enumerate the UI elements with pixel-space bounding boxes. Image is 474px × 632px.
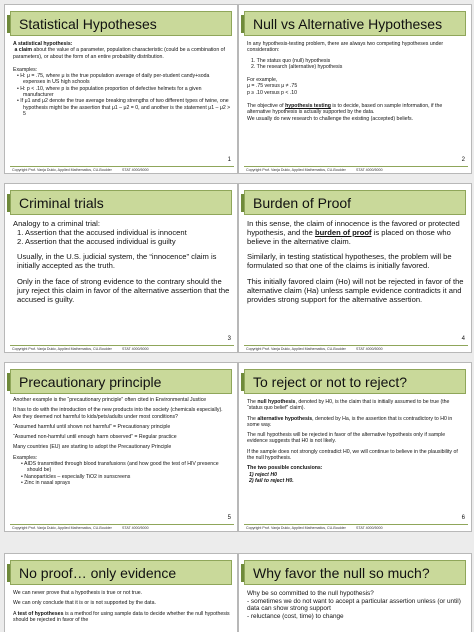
paragraph: Another example is the “precautionary principle” often cited in Environmental Justice xyxy=(13,397,207,403)
list-item: • H: p < .10, where p is the population proportion of defective helmets for a given manufacturer xyxy=(17,85,202,99)
example-line: μ = .75 versus μ ≠ .75 xyxy=(247,83,298,90)
slide-footer: Copyright Prof. Vanja Dukic, Applied Mathematics, CU-Boulder STAT 4000/5000 xyxy=(244,524,468,525)
example-line: p ≥ .10 versus p < .10 xyxy=(247,89,297,96)
slide-footer: Copyright Prof. Vanja Dukic, Applied Mathematics, CU-Boulder STAT 4000/5000 xyxy=(244,345,468,346)
list-item: • AIDS transmitted through blood transfusions (and how good the test of HIV presence should be) xyxy=(21,461,219,474)
slide-body xyxy=(247,220,465,304)
slide-title: Precautionary principle xyxy=(19,374,162,390)
slide-statistical-hypotheses xyxy=(4,4,238,174)
slide-body xyxy=(13,220,231,304)
paragraph: “Assumed non-harmful until enough harm observed” = Regular practice xyxy=(13,434,177,441)
page-number: 2 xyxy=(461,157,465,163)
example-label: For example, xyxy=(247,77,278,84)
paragraph: It has to do with the introduction of the new products into the society (chemicals especially). Are they deemed not harmful to kids/pets/adults under most conditions? xyxy=(13,407,223,420)
paragraph: We can never prove that a hypothesis is true or not true. xyxy=(13,590,143,596)
paragraph: If the sample does not strongly contradict H0, we will continue to believe in the plausibility of the null hypothesis. xyxy=(247,448,458,462)
slide-title: Why favor the null so much? xyxy=(253,565,430,581)
page-number: 3 xyxy=(227,336,231,342)
slide-body xyxy=(13,590,231,623)
slide-footer: Copyright Prof. Vanja Dukic, Applied Mathematics, CU-Boulder STAT 4000/5000 xyxy=(10,166,234,167)
slide-body xyxy=(13,397,231,486)
slide-footer: Copyright Prof. Vanja Dukic, Applied Mathematics, CU-Boulder STAT 4000/5000 xyxy=(244,166,468,167)
examples-label: Examples: xyxy=(13,454,38,461)
slide-title: Null vs Alternative Hypotheses xyxy=(253,16,443,32)
list-item: • Zinc in nasal sprays xyxy=(21,479,71,486)
list-item: 1. Assertion that the accused individual is innocent xyxy=(17,227,187,237)
page-number: 1 xyxy=(227,157,231,163)
list-item: - reluctance (cost, time) to change xyxy=(247,612,344,620)
paragraph: Why be so committed to the null hypothesis? xyxy=(247,590,374,597)
objective: The objective of hypothesis testing is to decide, based on sample information, if the alternative hypothesis is actually supported by the data. xyxy=(247,103,443,116)
slide-null-vs-alternative xyxy=(238,4,472,174)
paragraph: Similarly, in testing statistical hypotheses, the problem will be formulated so that one of the claims is initially favored. xyxy=(247,252,452,271)
paragraph: Only in the face of strong evidence to the contrary should the jury reject this claim in favor of the alternative assertion that the accused is guilty. xyxy=(17,276,230,304)
list-item: 2. Assertion that the accused individual is guilty xyxy=(17,236,176,246)
slide-body xyxy=(247,41,465,122)
paragraph: Many countries (EU) are starting to adopt the Precautionary Principle xyxy=(13,444,172,451)
page-number: 4 xyxy=(461,336,465,342)
slide-criminal-trials xyxy=(4,183,238,353)
conclusion-item: 2) fail to reject H0. xyxy=(249,477,294,484)
paragraph: “Assumed harmful until shown not harmful” = Precautionary principle xyxy=(13,423,171,430)
slide-title-bar xyxy=(10,369,232,394)
slide-precautionary-principle xyxy=(4,362,238,532)
paragraph: The alternative hypothesis, denoted by Ha, is the assertion that is contradictory to H0 in some way. xyxy=(247,415,453,428)
conclusion-item: 1) reject H0 xyxy=(249,471,277,478)
paragraph: A test of hypotheses is a method for using sample data to decide whether the null hypothesis should be rejected in favor of the xyxy=(13,610,230,623)
slide-no-proof xyxy=(4,553,238,632)
slide-footer: Copyright Prof. Vanja Dukic, Applied Mathematics, CU-Boulder STAT 4000/5000 xyxy=(10,345,234,346)
paragraph: The null hypothesis, denoted by H0, is the claim that is initially assumed to be true (the “status quo belief” claim). xyxy=(247,399,450,412)
paragraph: We can only conclude that it is or is not supported by the data. xyxy=(13,600,156,607)
slide-title-bar xyxy=(10,560,232,585)
list-item: - sometimes we do not want to accept a particular assertion unless (or until) data can show strong support xyxy=(247,597,461,613)
heading: A statistical hypothesis: xyxy=(13,41,73,47)
slide-burden-of-proof xyxy=(238,183,472,353)
definition: a claim about the value of a parameter, population characteristic (could be a combination of parameters), or about the form of an entire probability distribution. xyxy=(13,47,225,60)
slide-title-bar xyxy=(10,190,232,215)
list-item: 2. The research (alternative) hypothesis xyxy=(251,63,343,70)
slide-why-favor-null xyxy=(238,553,472,632)
intro: Analogy to a criminal trial: xyxy=(13,219,100,228)
slide-title: To reject or not to reject? xyxy=(253,374,408,390)
slide-body xyxy=(247,590,465,620)
slide-body xyxy=(247,399,465,484)
slide-title-bar xyxy=(244,560,466,585)
conclusions-label: The two possible conclusions: xyxy=(247,465,323,472)
page-number: 6 xyxy=(461,515,465,521)
closing: We usually do new research to challenge the existing (accepted) beliefs. xyxy=(247,115,413,122)
paragraph: The null hypothesis will be rejected in favor of the alternative hypothesis only if sample evidence suggests that H0 is not likely. xyxy=(247,432,446,445)
slide-title: Criminal trials xyxy=(19,195,104,211)
paragraph: In this sense, the claim of innocence is the favored or protected hypothesis, and the burden of proof is placed on those who believe in the alternative claim. xyxy=(247,219,460,246)
paragraph: Usually, in the U.S. judicial system, the “innocence” claim is initially accepted as the truth. xyxy=(17,252,217,271)
slide-title-bar xyxy=(10,11,232,36)
slide-title: Statistical Hypotheses xyxy=(19,16,157,32)
slide-footer: Copyright Prof. Vanja Dukic, Applied Mathematics, CU-Boulder STAT 4000/5000 xyxy=(10,524,234,525)
slide-body xyxy=(13,41,231,117)
list-item: • Nanoparticles – especially TiO2 in sunscreens xyxy=(21,473,131,480)
slide-title: Burden of Proof xyxy=(253,195,352,211)
page-number: 5 xyxy=(227,515,231,521)
slide-title-bar xyxy=(244,190,466,215)
slide-to-reject-or-not xyxy=(238,362,472,532)
list-item: • H: μ = .75, where μ is the true population average of daily per-student candy+soda expenses in US high schools xyxy=(17,73,210,86)
slide-title-bar xyxy=(244,369,466,394)
examples-label: Examples: xyxy=(13,66,38,73)
list-item: • If μ1 and μ2 denote the true average breaking strengths of two different types of twine, one hypothesis might be the assertion that μ1 – μ2 = 0, and another is the statement μ1 – μ2 > 5 xyxy=(17,98,231,117)
paragraph: This initially favored claim (Ho) will not be rejected in favor of the alternative claim (Ha) unless sample evidence contradicts it and provides strong support for the alternative assertion. xyxy=(247,276,464,304)
slide-title-bar xyxy=(244,11,466,36)
slide-title: No proof… only evidence xyxy=(19,565,177,581)
intro: In any hypothesis-testing problem, there are always two competing hypotheses under consideration: xyxy=(247,41,444,54)
list-item: 1. The status quo (null) hypothesis xyxy=(251,57,331,64)
